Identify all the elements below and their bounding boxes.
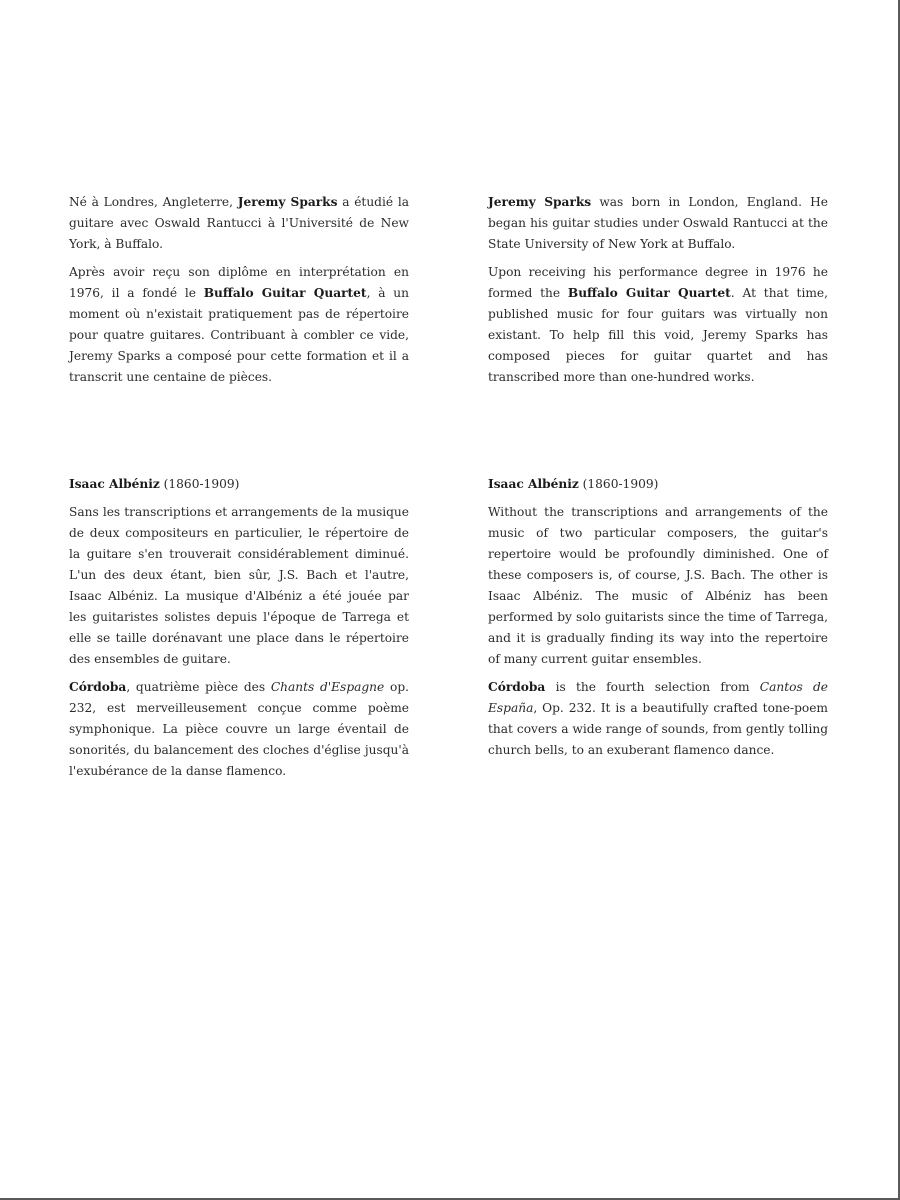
english-bio-paragraph-1 [488,192,828,255]
english-bio-paragraph-2 [488,262,828,388]
text: Après avoir reçu son diplôme en interprétation en 1976, il a fondé le [69,265,409,300]
text: , quatrième pièce des [126,680,271,694]
piece-title: Córdoba [488,680,546,694]
composer-name: Isaac Albéniz [69,477,160,491]
french-albeniz-notes [69,474,409,789]
composer-heading [69,474,409,495]
text: , Op. 232. It is a beautifully crafted tone-poem that covers a wide range of sounds, from gently tolling church bells, to an exuberant flamenco dance. [488,701,828,757]
artist-name: Jeremy Sparks [237,195,338,209]
english-albeniz-paragraph-1: Without the transcriptions and arrangements of the music of two particular composers, the guitar's repertoire would be profoundly diminished. One of these composers is, of course, J.S. Bach. The other is Isaac Albéniz. The music of Albéniz has been performed by solo guitarists since the time of Tarrega, and it is gradually finding its way into the repertoire of many current guitar ensembles. [488,505,828,666]
french-albeniz-paragraph-2 [69,677,409,782]
french-albeniz-paragraph-1: Sans les transcriptions et arrangements de la musique de deux compositeurs en particulier, le répertoire de la guitare s'en trouverait considérablement diminué. L'un des deux étant, bien sûr, J.S. Bach et l'autre, Isaac Albéniz. La musique d'Albéniz a été jouée par les guitaristes solistes depuis l'époque de Tarrega et elle se taille dorénavant une place dans le répertoire des ensembles de guitare. [69,505,409,666]
text: was born in London, England. He began his guitar studies under Oswald Rantucci at the State University of New York at Buffalo. [488,195,828,251]
english-biography [488,192,828,395]
french-bio-paragraph-1 [69,192,409,255]
text: Né à Londres, Angleterre, [69,195,238,209]
text: . At that time, published music for four guitars was virtually non existant. To help fill this void, Jeremy Sparks has composed pieces for guitar quartet and has transcribed more than one-hundred works. [488,286,828,384]
composer-dates: (1860-1909) [159,477,240,491]
work-title: Cantos de España [488,680,828,715]
text: , à un moment où n'existait pratiquement pas de répertoire pour quatre guitares. Contribuant à combler ce vide, Jeremy Sparks a composé pour cette formation et il a transcrit une centaine de pièces. [69,286,409,384]
text: op. 232, est merveilleusement conçue comme poème symphonique. La pièce couvre un large éventail de sonorités, du balancement des cloches d'église jusqu'à l'exubérance de la danse flamenco. [69,680,409,778]
text: is the fourth selection from [545,680,760,694]
text: a étudié la guitare avec Oswald Rantucci à l'Université de New York, à Buffalo. [69,195,409,251]
text: Upon receiving his performance degree in 1976 he formed the [488,265,828,300]
english-albeniz-notes [488,474,828,768]
work-title: Chants d'Espagne [270,680,385,694]
french-biography [69,192,409,395]
french-bio-paragraph-2 [69,262,409,388]
ensemble-name: Buffalo Guitar Quartet [203,286,367,300]
composer-dates: (1860-1909) [578,477,659,491]
composer-heading [488,474,828,495]
artist-name: Jeremy Sparks [488,195,592,209]
composer-name: Isaac Albéniz [488,477,579,491]
ensemble-name: Buffalo Guitar Quartet [567,286,731,300]
english-albeniz-paragraph-2 [488,677,828,761]
piece-title: Córdoba [69,680,127,694]
